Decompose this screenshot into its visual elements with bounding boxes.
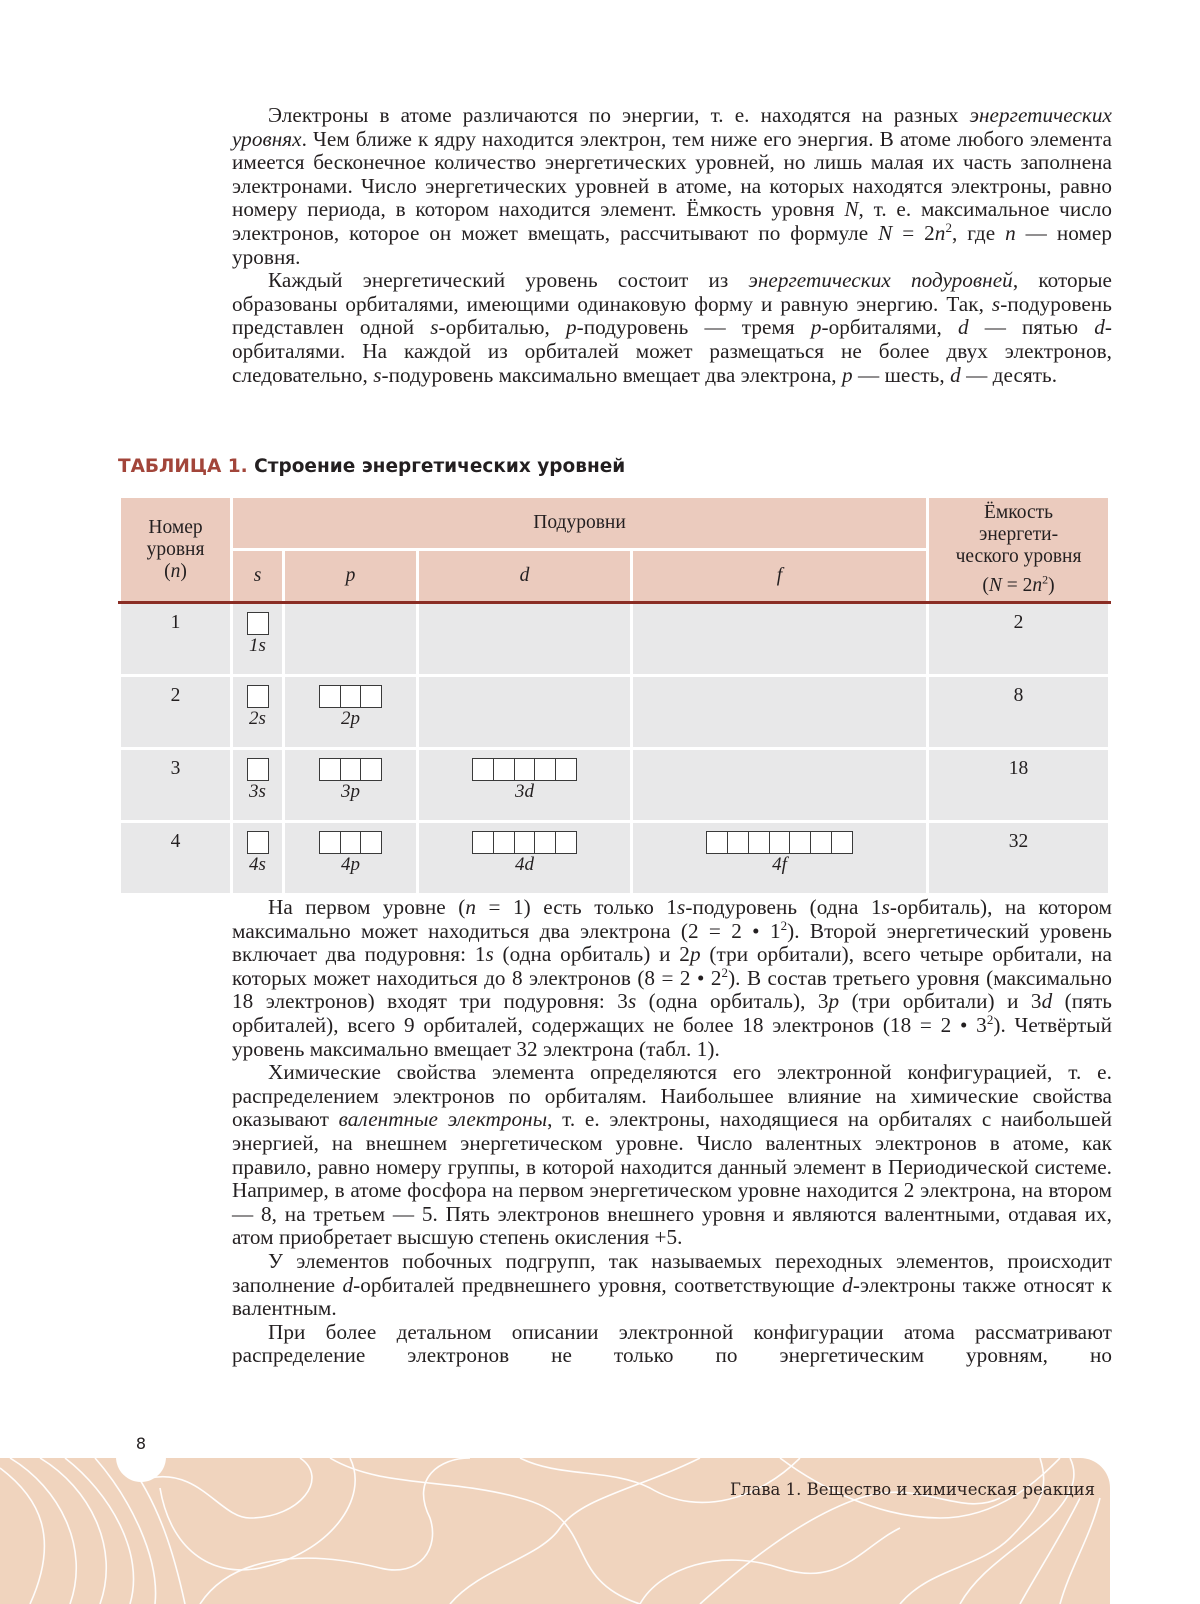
header-level-line3: (n)	[164, 560, 187, 582]
header-sublevel-p: p	[284, 550, 418, 603]
table-body	[120, 603, 1110, 895]
text-block-bottom	[232, 896, 1112, 1368]
orbital-box	[493, 758, 515, 781]
orbital-boxes	[472, 831, 577, 854]
sublevel-cell-d	[418, 749, 632, 822]
orbital-box	[534, 758, 556, 781]
header-sublevels: Подуровни	[232, 497, 928, 550]
table-row	[120, 676, 1110, 749]
sublevel-cell-d	[418, 676, 632, 749]
orbital-boxes	[706, 831, 852, 854]
orbital-label: 3d	[515, 781, 534, 802]
orbital-boxes	[247, 758, 269, 781]
level-capacity: 2	[928, 603, 1110, 676]
orbital-boxes	[472, 758, 577, 781]
energy-levels-table	[118, 495, 1111, 896]
orbital-box	[247, 831, 269, 854]
header-capacity	[928, 497, 1110, 603]
orbital-box	[247, 612, 269, 635]
table-caption-title: Строение энергетических уровней	[254, 456, 626, 477]
table-caption	[118, 456, 625, 477]
orbital-box	[831, 831, 853, 854]
sublevel-cell-p	[284, 676, 418, 749]
orbital-box	[247, 758, 269, 781]
table-row	[120, 603, 1110, 676]
header-sublevel-s: s	[232, 550, 284, 603]
orbital-boxes	[319, 685, 382, 708]
level-capacity: 8	[928, 676, 1110, 749]
orbital-box	[769, 831, 791, 854]
orbital-box	[472, 758, 494, 781]
orbital-box	[514, 831, 536, 854]
orbital-label: 1s	[249, 635, 266, 656]
orbital-boxes	[319, 758, 382, 781]
header-level-number	[120, 497, 232, 603]
orbital-label: 4f	[772, 854, 787, 875]
sublevel-cell-s	[232, 603, 284, 676]
orbital-boxes	[247, 612, 269, 635]
level-number: 1	[120, 603, 232, 676]
paragraph-p2: Каждый энергетический уровень состоит из энергетических подуровней, которые образованы орбиталями, имеющими одинаковую форму и равную энергию. Так, s-подуровень представлен одной s-орбиталью, p-подуровень — тремя p-орбиталями, d — пятью d-орбиталями. На каждой из орбиталей может размещаться не более двух электронов, следовательно, s-подуровень максимально вмещает два электрона, p — шесть, d — десять.	[232, 268, 1113, 387]
paragraph-p5: У элементов побочных подгрупп, так называемых переходных элементов, происходит заполнение d-орбиталей предвнешнего уровня, соответствующие d-электроны также относят к валентным.	[232, 1248, 1112, 1321]
sublevel-cell-p	[284, 822, 418, 895]
sublevel-cell-d	[418, 822, 632, 895]
orbital-boxes	[247, 685, 269, 708]
sublevel-cell-f	[632, 749, 928, 822]
orbital-box	[810, 831, 832, 854]
orbital-label: 3p	[341, 781, 360, 802]
table-row	[120, 822, 1110, 895]
orbital-box	[360, 685, 382, 708]
table-row	[120, 749, 1110, 822]
sublevel-cell-f	[632, 822, 928, 895]
table-caption-label: ТАБЛИЦА 1.	[118, 456, 248, 477]
orbital-box	[555, 758, 577, 781]
level-capacity: 32	[928, 822, 1110, 895]
orbital-box	[748, 831, 770, 854]
orbital-box	[340, 831, 362, 854]
orbital-boxes	[247, 831, 269, 854]
sublevel-cell-s	[232, 676, 284, 749]
page-number: 8	[116, 1432, 166, 1482]
orbital-label: 4s	[249, 854, 266, 875]
orbital-label: 2s	[249, 708, 266, 729]
header-capacity-formula: $(N = 2n^2)$	[982, 572, 1055, 596]
orbital-box	[319, 758, 341, 781]
orbital-label: 2p	[341, 708, 360, 729]
sublevel-cell-s	[232, 822, 284, 895]
sublevel-cell-f	[632, 676, 928, 749]
level-number: 4	[120, 822, 232, 895]
sublevel-cell-p	[284, 749, 418, 822]
orbital-box	[706, 831, 728, 854]
orbital-label: 4d	[515, 854, 534, 875]
paragraph-p1: Электроны в атоме различаются по энергии, т. е. находятся на разных энергетических уровнях. Чем ближе к ядру находится электрон, тем ниже его энергия. В атоме любого элемента имеется бесконечное количество энергетических уровней, но лишь малая их часть заполнена электронами. Число энергетических уровней в атоме, на которых находятся электроны, равно номеру периода, в котором находится элемент. Ёмкость уровня N, т. е. максимальное число электронов, которое он может вмещать, рассчитывают по формуле $N = 2n^2$, где n — номер уровня.	[232, 103, 1113, 269]
header-level-line2: уровня	[146, 538, 205, 560]
level-number: 2	[120, 676, 232, 749]
paragraph-p3: На первом уровне (n = 1) есть только 1s-подуровень (одна 1s-орбиталь), на котором максимально может находиться два электрона (2 = 2 • $1^2$). Второй энергетический уровень включает два подуровня: 1s (одна орбиталь) и 2p (три орбитали), всего четыре орбитали, на которых может находиться до 8 электронов (8 = 2 • $2^2$). В состав третьего уровня (максимально 18 электронов) входят три подуровня: 3s (одна орбиталь), 3p (три орбитали) и 3d (пять орбиталей), всего 9 орбиталей, содержащих не более 18 электронов (18 = 2 • $3^2$). Четвёртый уровень максимально вмещает 32 электрона (табл. 1).	[232, 895, 1112, 1061]
orbital-box	[534, 831, 556, 854]
orbital-box	[360, 758, 382, 781]
orbital-box	[514, 758, 536, 781]
sublevel-cell-s	[232, 749, 284, 822]
orbital-box	[340, 685, 362, 708]
paragraph-p6: При более детальном описании электронной конфигурации атома рассматривают распределение электронов не только по энергетическим уровням, но	[232, 1319, 1112, 1368]
orbital-box	[493, 831, 515, 854]
sublevel-cell-p	[284, 603, 418, 676]
orbital-boxes	[319, 831, 382, 854]
header-capacity-line2: энергети-	[979, 524, 1059, 546]
orbital-box	[727, 831, 749, 854]
orbital-box	[319, 685, 341, 708]
orbital-box	[472, 831, 494, 854]
orbital-box	[360, 831, 382, 854]
chapter-title: Глава 1. Вещество и химическая реакция	[730, 1480, 1096, 1499]
orbital-box	[247, 685, 269, 708]
header-level-n: n	[170, 560, 181, 582]
text-block-top	[232, 104, 1112, 387]
orbital-box	[789, 831, 811, 854]
level-capacity: 18	[928, 749, 1110, 822]
header-capacity-line3: ческого уровня	[955, 546, 1082, 568]
orbital-label: 3s	[249, 781, 266, 802]
paragraph-p4: Химические свойства элемента определяются его электронной конфигурацией, т. е. распределением электронов по орбиталям. Наибольшее влияние на химические свойства оказывают валентные электроны, т. е. электроны, находящиеся на орбиталях с наибольшей энергией, на внешнем энергетическом уровне. Число валентных электронов в атоме, как правило, равно номеру группы, в которой находится данный элемент в Периодической системе. Например, в атоме фосфора на первом энергетическом уровне находится 2 электрона, на втором — 8, на третьем — 5. Пять электронов внешнего уровня и являются валентными, отдавая их, атом приобретает высшую степень окисления +5.	[232, 1060, 1112, 1250]
header-level-line1: Номер	[148, 516, 203, 538]
header-sublevel-d: d	[418, 550, 632, 603]
sublevel-cell-d	[418, 603, 632, 676]
orbital-box	[555, 831, 577, 854]
sublevel-cell-f	[632, 603, 928, 676]
orbital-label: 4p	[341, 854, 360, 875]
orbital-box	[319, 831, 341, 854]
level-number: 3	[120, 749, 232, 822]
header-capacity-line1: Ёмкость	[984, 502, 1054, 524]
orbital-box	[340, 758, 362, 781]
header-sublevel-f: f	[632, 550, 928, 603]
